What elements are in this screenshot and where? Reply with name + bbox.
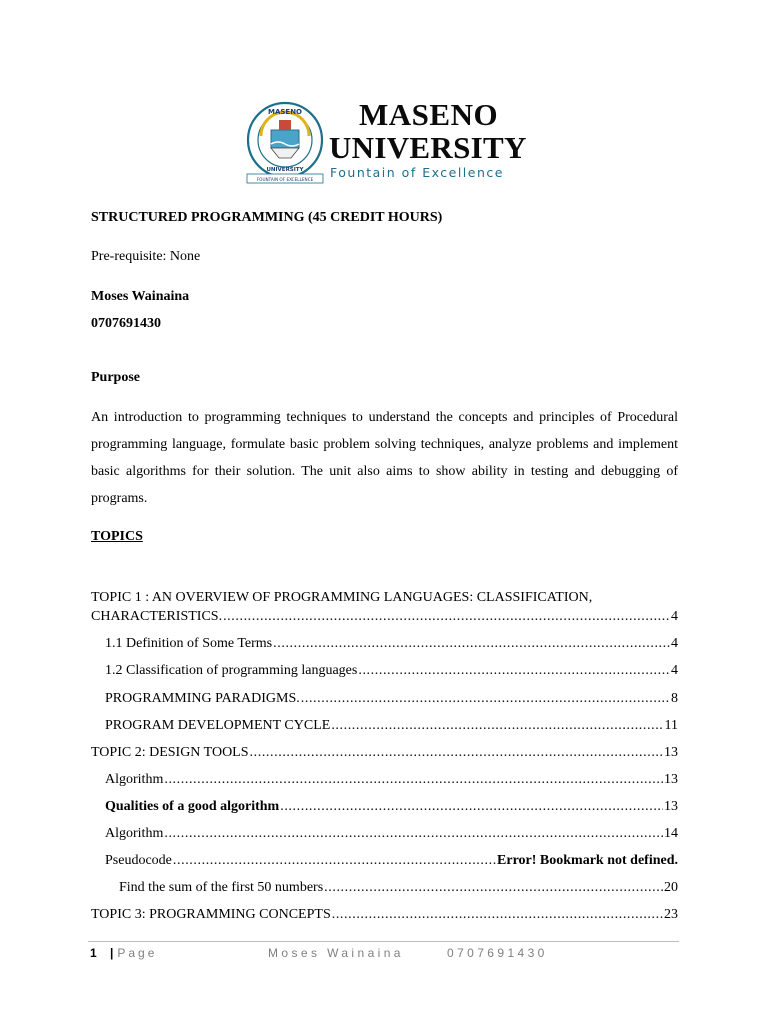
toc-entry-page: 13 <box>664 745 678 760</box>
toc-leader <box>358 662 670 680</box>
course-title: STRUCTURED PROGRAMMING (45 CREDIT HOURS) <box>91 210 443 225</box>
footer-page-label <box>110 944 157 962</box>
toc-leader <box>173 852 496 870</box>
purpose-paragraph: An introduction to programming techniques to understand the concepts and principles of Procedural programming language, formulate basic problem solving techniques, analyze problems and implement basic algorithms for their solution. The unit also aims to show ability in testing and debugging of programs. <box>91 410 678 506</box>
footer-page-word: Page <box>117 946 158 960</box>
purpose-heading: Purpose <box>91 370 140 385</box>
footer-divider <box>88 941 679 942</box>
seal-ribbon-text: FOUNTAIN OF EXCELLENCE <box>256 177 314 182</box>
toc-entry[interactable] <box>91 744 678 762</box>
toc-entry-page: 4 <box>671 663 678 678</box>
seal-text-bottom: UNIVERSITY <box>266 167 304 173</box>
toc-leader <box>164 771 663 789</box>
toc-leader <box>273 635 670 653</box>
toc-leader <box>324 879 663 897</box>
toc-entry-label: TOPIC 2: DESIGN TOOLS <box>91 745 249 760</box>
footer-author: Moses Wainaina <box>268 946 404 960</box>
toc-entry[interactable] <box>105 662 678 680</box>
toc-entry-page: 23 <box>664 907 678 922</box>
footer-separator: | <box>110 946 114 960</box>
maseno-seal-icon <box>245 100 325 184</box>
toc-leader <box>164 825 663 843</box>
footer-phone: 0707691430 <box>447 946 548 960</box>
toc-entry-label: CHARACTERISTICS. <box>91 609 223 624</box>
toc-entry-page: 4 <box>671 636 678 651</box>
toc-entry[interactable] <box>105 717 678 735</box>
toc-entry-label: Algorithm <box>105 772 164 787</box>
toc-entry-page: 13 <box>664 772 678 787</box>
toc-entry-label: TOPIC 3: PROGRAMMING CONCEPTS <box>91 907 331 922</box>
toc-leader <box>250 744 663 762</box>
university-logo <box>245 98 535 190</box>
page-footer <box>90 944 680 964</box>
toc-entry[interactable] <box>91 906 678 924</box>
footer-page-number: 1 <box>90 946 97 960</box>
university-wordmark <box>329 98 539 181</box>
lecturer-name: Moses Wainaina <box>91 289 190 304</box>
university-tagline: Fountain of Excellence <box>330 165 504 180</box>
toc-entry-page: 8 <box>671 691 678 706</box>
toc-entry[interactable] <box>119 879 678 897</box>
toc-entry-label: 1.1 Definition of Some Terms <box>105 636 273 651</box>
toc-entry-label: Find the sum of the first 50 numbers <box>119 880 324 895</box>
toc-entry[interactable] <box>105 825 678 843</box>
toc-entry-label: PROGRAM DEVELOPMENT CYCLE <box>105 718 331 733</box>
toc-entry-page: 14 <box>664 826 678 841</box>
toc-entry[interactable] <box>105 635 678 653</box>
toc-entry-page: 11 <box>664 718 678 733</box>
toc-entry-label: Qualities of a good algorithm <box>105 799 280 814</box>
toc-entry[interactable] <box>105 690 678 708</box>
toc-entry-label: Pseudocode <box>105 853 172 868</box>
toc-leader <box>301 690 670 708</box>
seal-text-top: MASENO <box>267 108 303 116</box>
toc-entry-page: 20 <box>664 880 678 895</box>
toc-entry[interactable] <box>105 798 678 816</box>
toc-entry-label: PROGRAMMING PARADIGMS. <box>105 691 300 706</box>
toc-entry-label: Algorithm <box>105 826 164 841</box>
toc-entry-page-error: Error! Bookmark not defined. <box>497 853 678 868</box>
toc-leader <box>332 906 663 924</box>
university-name-line1: MASENO <box>359 97 499 132</box>
toc-entry[interactable] <box>105 852 678 870</box>
prerequisite: Pre-requisite: None <box>91 249 201 264</box>
toc-entry-page: 13 <box>664 799 678 814</box>
toc-entry[interactable] <box>91 608 678 626</box>
toc-leader <box>331 717 663 735</box>
lecturer-phone: 0707691430 <box>91 316 161 331</box>
toc-entry-label: 1.2 Classification of programming languages <box>105 663 358 678</box>
toc-entry[interactable] <box>105 771 678 789</box>
toc-leader <box>223 608 670 626</box>
toc-entry-page: 4 <box>671 609 678 624</box>
toc-topic1-line1: TOPIC 1 : AN OVERVIEW OF PROGRAMMING LANGUAGES: CLASSIFICATION, <box>91 590 593 605</box>
university-name-line2: UNIVERSITY <box>329 130 527 165</box>
toc-leader <box>280 798 663 816</box>
topics-heading: TOPICS <box>91 529 143 544</box>
